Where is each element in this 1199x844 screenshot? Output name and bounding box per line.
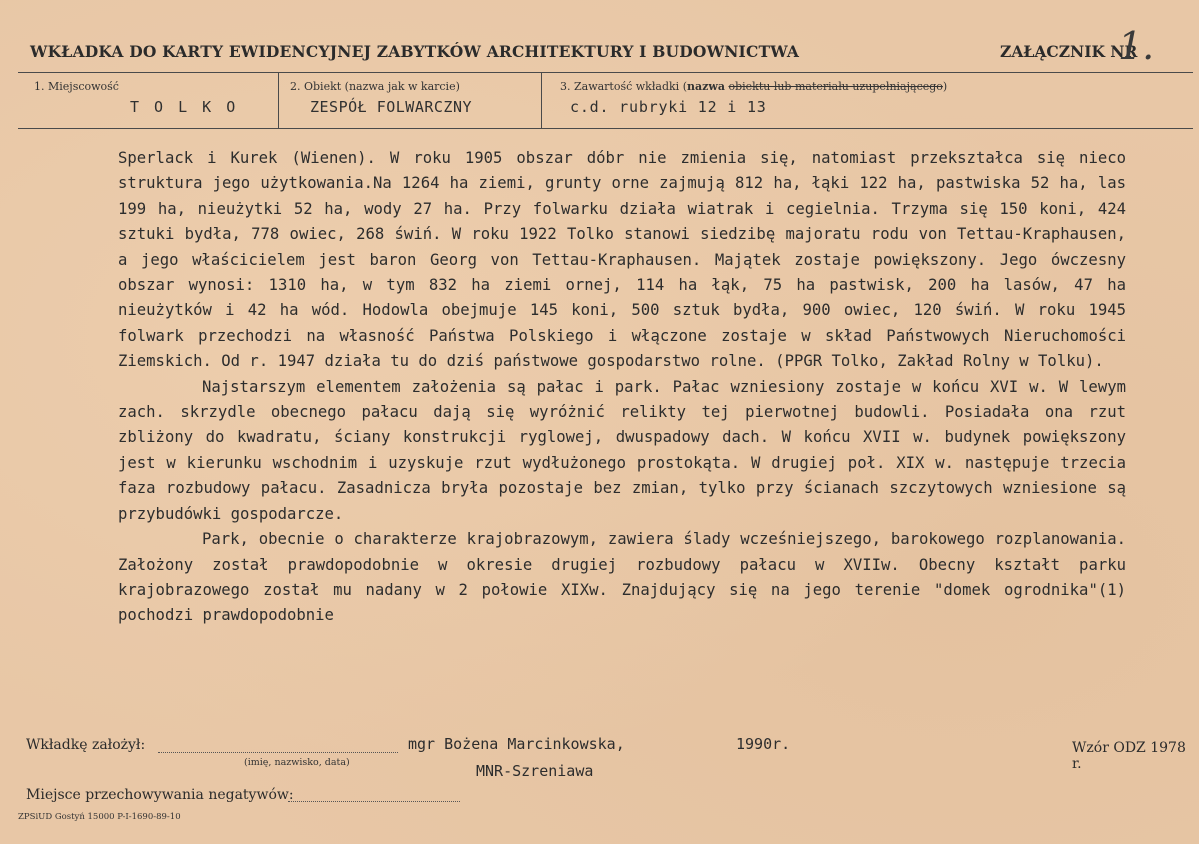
header-rule-top [18,72,1193,73]
author-date: 1990r. [736,735,791,753]
institution-name: MNR-Szreniawa [476,762,594,780]
author-name: mgr Bożena Marcinkowska, [408,735,625,753]
object-value: ZESPÓŁ FOLWARCZNY [310,98,473,116]
body-paragraph-2: Najstarszym elementem założenia są pałac i park. Pałac wzniesiony zostaje w końcu XVI w. W lewym zach. skrzydle obecnego pałacu dają się wyróżnić relikty tej pierwotnej budowli. Posiadała ona rzut zbliżony do kwadratu, ściany konstrukcji ryglowej, dwuspadowy dach. W końcu XVII w. budynek powiększony jest w kierunku wschodnim i uzyskuje rzut wydłużonego prostokąta. W drugiej poł. XIX w. następuje trzecia faza rozbudowy pałacu. Zasadnicza bryła pozostaje bez zmian, tylko przy ścianach szczytowych wzniesione są przybudówki gospodarcze. [118,377,1126,523]
typed-body [118,146,1126,629]
object-label: 2. Obiekt (nazwa jak w karcie) [290,80,460,93]
contents-label-prefix: 3. Zawartość wkładki ( [560,80,687,93]
annex-number: 1. [1118,24,1155,68]
form-title: WKŁADKA DO KARTY EWIDENCYJNEJ ZABYTKÓW ARCHITEKTURY I BUDOWNICTWA [30,42,800,61]
column-divider-2 [541,72,542,128]
header-rule-bottom [18,128,1193,129]
author-label: Wkładkę założył: [26,737,146,753]
negatives-dotted-line [288,801,460,802]
locality-label: 1. Miejscowość [34,80,119,93]
author-hint: (imię, nazwisko, data) [244,757,350,768]
contents-value: c.d. rubryki 12 i 13 [570,98,767,116]
body-paragraph-3: Park, obecnie o charakterze krajobrazowym, zawiera ślady wcześniejszego, barokowego rozplanowania. Założony został prawdopodobnie w okresie drugiej rozbudowy pałacu w XVIIw. Obecny kształt parku krajobrazowego został mu nadany w 2 połowie XIXw. Znajdujący się na jego terenie "domek ogrodnika"(1) pochodzi prawdopodobnie [118,530,1126,625]
contents-label [560,80,947,93]
column-divider-1 [278,72,279,128]
contents-label-struck: obiektu lub materiału uzupełniającego [728,80,943,93]
form-model: Wzór ODZ 1978 r. [1072,740,1186,772]
author-dotted-line [158,752,398,753]
contents-label-bold: nazwa [687,80,725,93]
negatives-label: Miejsce przechowywania negatywów: [26,787,294,803]
locality-value: T O L K O [130,98,239,116]
body-paragraph-1: Sperlack i Kurek (Wienen). W roku 1905 obszar dóbr nie zmienia się, natomiast przekształca się nieco struktura jego użytkowania.Na 1264 ha ziemi, grunty orne zajmują 812 ha, łąki 122 ha, pastwiska 52 ha, las 199 ha, nieużytki 52 ha, wody 27 ha. Przy folwarku działa wiatrak i cegielnia. Trzyma się 150 koni, 424 sztuki bydła, 778 owiec, 268 świń. W roku 1922 Tolko stanowi siedzibę majoratu rodu von Tettau-Kraphausen, a jego właścicielem jest baron Georg von Tettau-Kraphausen. Majątek zostaje powiększony. Jego ówczesny obszar wynosi: 1310 ha, w tym 832 ha ziemi ornej, 114 ha łąk, 75 ha pastwisk, 200 ha lasów, 47 ha nieużytków i 42 ha wód. Hodowla obejmuje 145 koni, 500 sztuk bydła, 900 owiec, 120 świń. W roku 1945 folwark przechodzi na własność Państwa Polskiego i włączone zostaje w skład Państwowych Nieruchomości Ziemskich. Od r. 1947 działa tu do dziś państwowe gospodarstwo rolne. (PPGR Tolko, Zakład Rolny w Tolku). [118,149,1126,371]
contents-label-suffix: ) [942,80,948,93]
printer-imprint: ZPSiUD Gostyń 15000 P-I-1690-89-10 [18,812,181,822]
annex-label: ZAŁĄCZNIK NR [1000,42,1138,61]
